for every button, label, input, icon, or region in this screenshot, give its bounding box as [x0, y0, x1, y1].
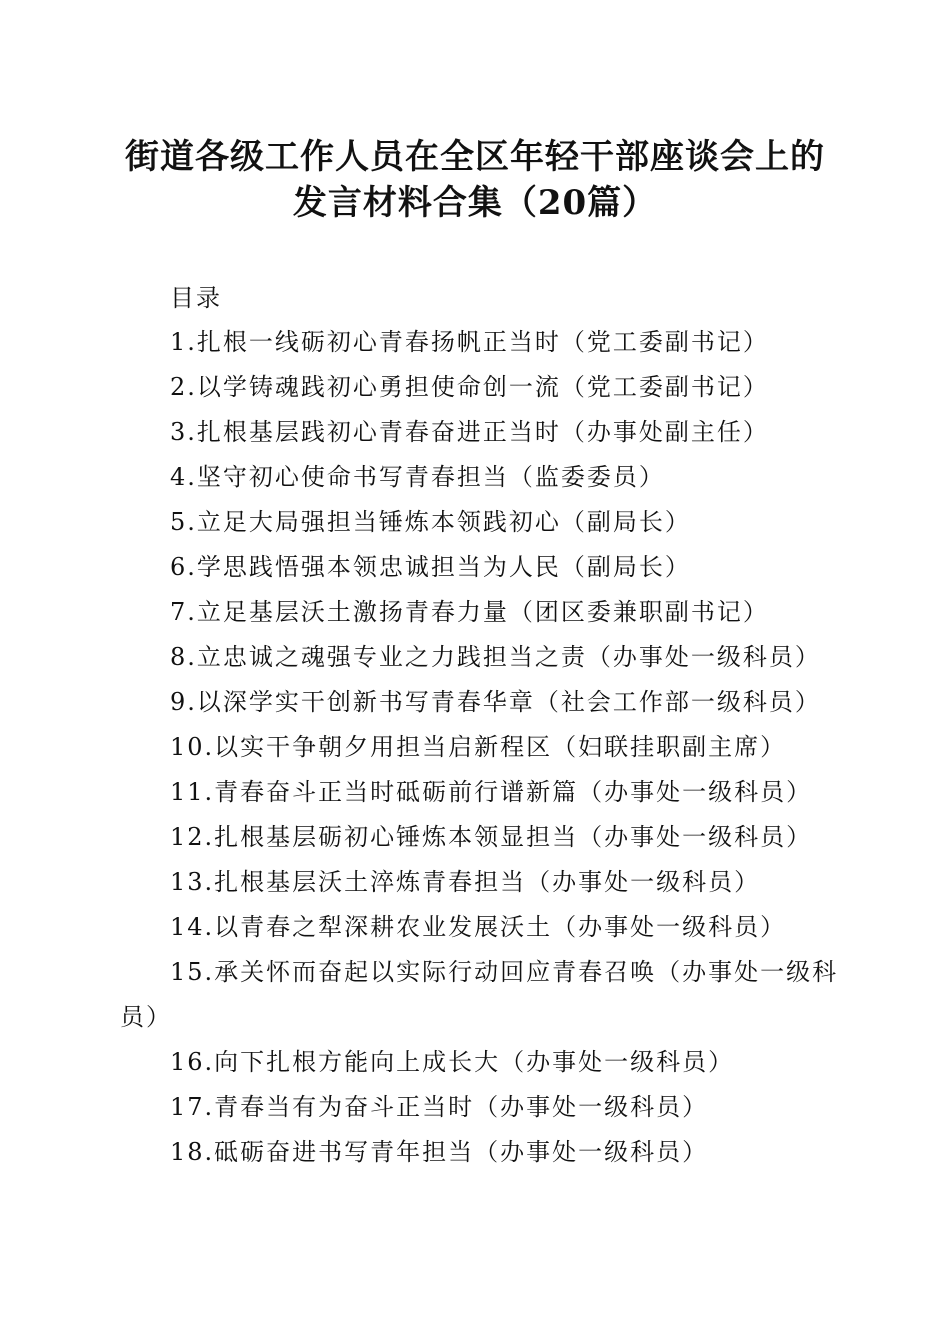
toc-item: 4.坚守初心使命书写青春担当（监委委员）: [170, 463, 665, 491]
toc-item: 5.立足大局强担当锤炼本领践初心（副局长）: [170, 508, 691, 536]
toc-item: 3.扎根基层践初心青春奋进正当时（办事处副主任）: [170, 418, 769, 446]
title-line-1: 街道各级工作人员在全区年轻干部座谈会上的: [125, 137, 825, 177]
toc-item-wrapped: [120, 950, 840, 1040]
toc-item: 17.青春当有为奋斗正当时（办事处一级科员）: [170, 1093, 709, 1121]
toc-item-line-2: 员）: [120, 1003, 172, 1031]
toc-item: 6.学思践悟强本领忠诚担当为人民（副局长）: [170, 553, 691, 581]
toc-heading: 目录: [170, 284, 222, 312]
toc-item-line-1: 15.承关怀而奋起以实际行动回应青春召唤（办事处一级科: [170, 958, 839, 986]
toc-item: 9.以深学实干创新书写青春华章（社会工作部一级科员）: [170, 688, 821, 716]
toc-item: 14.以青春之犁深耕农业发展沃土（办事处一级科员）: [170, 913, 787, 941]
toc-item: 2.以学铸魂践初心勇担使命创一流（党工委副书记）: [170, 373, 769, 401]
toc-item: 7.立足基层沃土激扬青春力量（团区委兼职副书记）: [170, 598, 769, 626]
toc-item: 1.扎根一线砺初心青春扬帆正当时（党工委副书记）: [170, 328, 769, 356]
toc-item: 12.扎根基层砺初心锤炼本领显担当（办事处一级科员）: [170, 823, 813, 851]
toc-item: 8.立忠诚之魂强专业之力践担当之责（办事处一级科员）: [170, 643, 821, 671]
toc-item: 18.砥砺奋进书写青年担当（办事处一级科员）: [170, 1138, 709, 1166]
toc-item: 16.向下扎根方能向上成长大（办事处一级科员）: [170, 1048, 735, 1076]
document-title: [100, 134, 850, 226]
table-of-contents: [120, 276, 840, 1175]
title-line-2: 发言材料合集（20篇）: [292, 183, 658, 223]
toc-item: 10.以实干争朝夕用担当启新程区（妇联挂职副主席）: [170, 733, 787, 761]
toc-item: 13.扎根基层沃土淬炼青春担当（办事处一级科员）: [170, 868, 761, 896]
toc-item: 11.青春奋斗正当时砥砺前行谱新篇（办事处一级科员）: [170, 778, 813, 806]
